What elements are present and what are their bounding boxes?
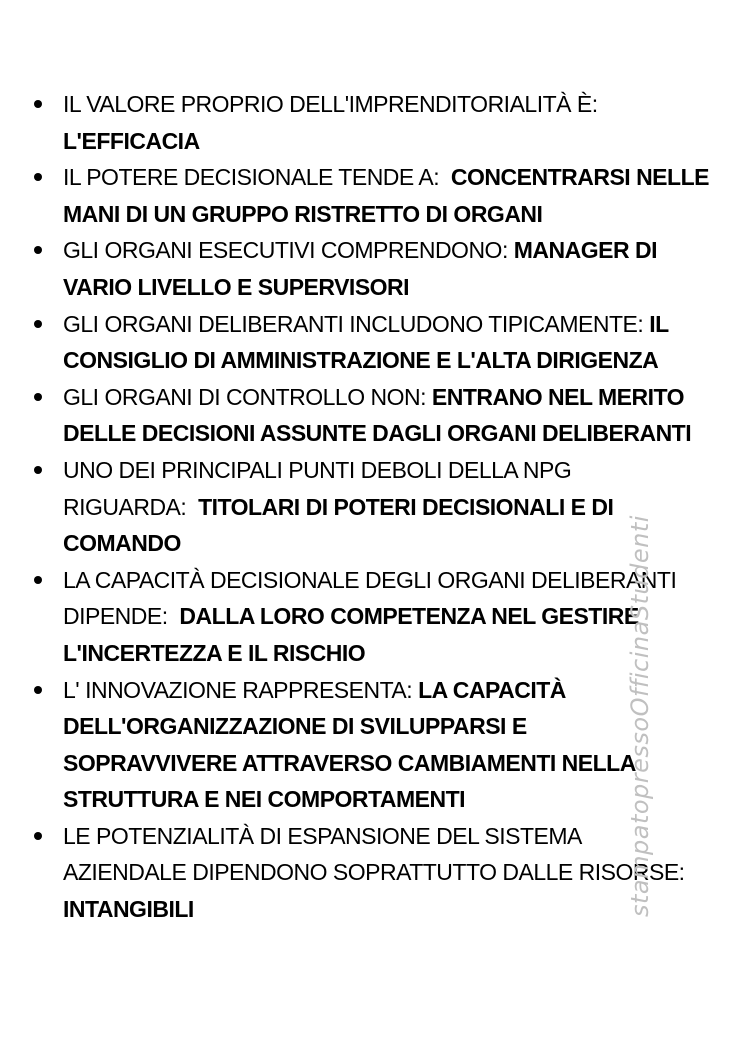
question-text: GLI ORGANI ESECUTIVI COMPRENDONO: (63, 237, 514, 264)
text-line (63, 86, 722, 123)
list-item (32, 306, 722, 379)
text-line (63, 891, 722, 928)
text-line (63, 415, 722, 452)
answer-text: DALLA LORO COMPETENZA NEL GESTIRE (179, 603, 639, 630)
bullet-icon (34, 173, 42, 181)
question-text: DIPENDE: (63, 603, 180, 630)
text-line (63, 379, 722, 416)
qa-list (32, 86, 722, 928)
answer-text: DELLE DECISIONI ASSUNTE DAGLI ORGANI DELIBERANTI (63, 420, 692, 447)
question-text: GLI ORGANI DI CONTROLLO NON: (63, 383, 432, 410)
text-line (63, 269, 722, 306)
question-text: RIGUARDA: (63, 493, 199, 520)
watermark-text: stampatopressoOfficinaStudenti (626, 515, 654, 917)
text-line (63, 708, 722, 745)
text-line (63, 854, 722, 891)
bullet-icon (34, 686, 42, 694)
text-line (63, 232, 722, 269)
list-item (32, 379, 722, 452)
question-text: AZIENDALE DIPENDONO SOPRATTUTTO DALLE RISORSE: (63, 859, 685, 886)
text-line (63, 672, 722, 709)
list-item (32, 86, 722, 159)
bullet-icon (34, 832, 42, 840)
answer-text: MANI DI UN GRUPPO RISTRETTO DI ORGANI (63, 200, 543, 227)
text-line (63, 342, 722, 379)
bullet-icon (34, 393, 42, 401)
text-line (63, 745, 722, 782)
answer-text: VARIO LIVELLO E SUPERVISORI (63, 273, 410, 300)
text-line (63, 818, 722, 855)
answer-text: TITOLARI DI POTERI DECISIONALI E DI (198, 493, 614, 520)
bullet-icon (34, 100, 42, 108)
answer-text: L'EFFICACIA (63, 127, 200, 154)
answer-text: CONCENTRARSI NELLE (450, 164, 709, 191)
answer-text: INTANGIBILI (63, 896, 194, 923)
answer-text: LA CAPACITÀ (418, 676, 566, 703)
text-line (63, 489, 722, 526)
text-line (63, 123, 722, 160)
answer-text: COMANDO (63, 530, 181, 557)
question-text: L' INNOVAZIONE RAPPRESENTA: (63, 676, 419, 703)
text-line (63, 452, 722, 489)
list-item (32, 562, 722, 672)
bullet-icon (34, 466, 42, 474)
answer-text: L'INCERTEZZA E IL RISCHIO (63, 639, 366, 666)
answer-text: IL (649, 310, 669, 337)
answer-text: MANAGER DI (513, 237, 657, 264)
list-item (32, 159, 722, 232)
list-item (32, 818, 722, 928)
answer-text: SOPRAVVIVERE ATTRAVERSO CAMBIAMENTI NELLA (63, 749, 636, 776)
text-line (63, 598, 722, 635)
answer-text: STRUTTURA E NEI COMPORTAMENTI (63, 786, 466, 813)
text-line (63, 562, 722, 599)
question-text: LA CAPACITÀ DECISIONALE DEGLI ORGANI DELIBERANTI (63, 566, 677, 593)
question-text: GLI ORGANI DELIBERANTI INCLUDONO TIPICAMENTE: (63, 310, 650, 337)
text-line (63, 635, 722, 672)
bullet-icon (34, 576, 42, 584)
question-text: LE POTENZIALITÀ DI ESPANSIONE DEL SISTEMA (63, 822, 582, 849)
text-line (63, 306, 722, 343)
list-item (32, 672, 722, 818)
answer-text: DELL'ORGANIZZAZIONE DI SVILUPPARSI E (63, 713, 527, 740)
list-item (32, 232, 722, 305)
question-text: IL VALORE PROPRIO DELL'IMPRENDITORIALITÀ È: (63, 91, 598, 117)
text-line (63, 196, 722, 233)
answer-text: ENTRANO NEL MERITO (431, 383, 684, 410)
question-text: UNO DEI PRINCIPALI PUNTI DEBOLI DELLA NPG (63, 456, 572, 483)
answer-text: CONSIGLIO DI AMMINISTRAZIONE E L'ALTA DIRIGENZA (63, 347, 659, 374)
bullet-icon (34, 320, 42, 328)
list-item (32, 452, 722, 562)
text-line (63, 159, 722, 196)
text-line (63, 525, 722, 562)
question-text: IL POTERE DECISIONALE TENDE A: (63, 164, 451, 191)
bullet-icon (34, 246, 42, 254)
text-line (63, 781, 722, 818)
